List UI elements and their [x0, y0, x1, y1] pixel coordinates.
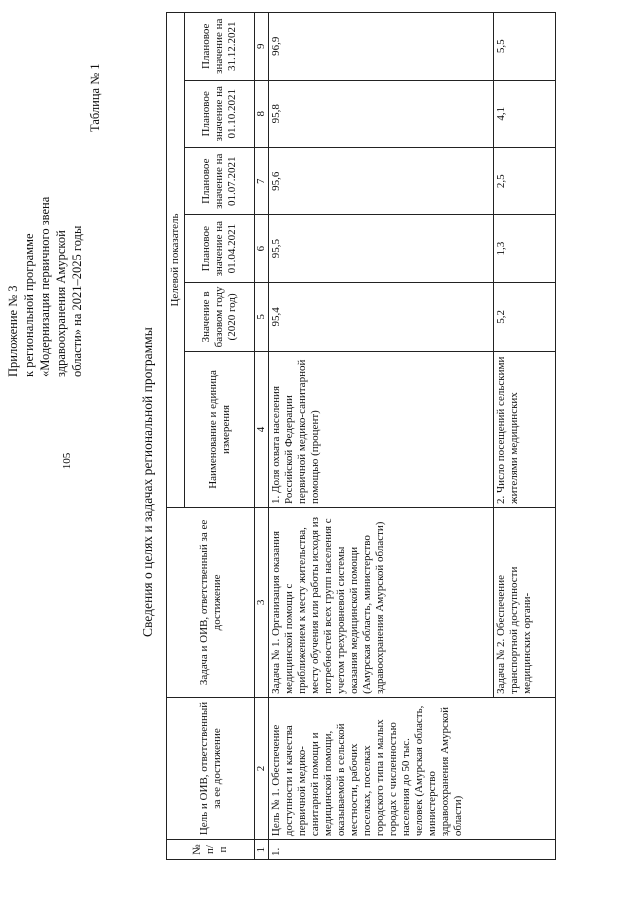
base-value: 95,4 — [269, 282, 494, 351]
appendix-line: здравоохранения Амурской — [54, 230, 68, 377]
q4-value: 5,5 — [494, 13, 556, 81]
header-goal: Цель и ОИВ, ответственный за ее достижение — [167, 697, 255, 839]
table-label: Таблица № 1 — [88, 63, 102, 132]
q1-value: 95,5 — [269, 215, 494, 282]
header-indicator: Наименование и единица измерения — [185, 351, 255, 507]
header-task: Задача и ОИВ, ответственный за ее достижение — [167, 507, 255, 697]
q1-value: 1,3 — [494, 215, 556, 282]
rotated-sheet — [0, 12, 590, 892]
appendix-line: «Модернизация первичного звена — [38, 196, 52, 377]
task-text: Задача № 2. Обеспечение транспортной доступности медицинских органи- — [495, 566, 533, 694]
goals-table — [166, 12, 556, 860]
appendix-header — [5, 47, 85, 377]
column-number: 2 — [255, 697, 269, 839]
header-q2: Плановое значение на 01.07.2021 — [185, 147, 255, 214]
column-number: 3 — [255, 507, 269, 697]
q2-value: 2,5 — [494, 147, 556, 214]
appendix-line: Приложение № 3 — [6, 285, 20, 377]
column-number: 7 — [255, 147, 269, 214]
q3-value: 4,1 — [494, 80, 556, 147]
goal-cell: Цель № 1. Обеспечение доступности и качества первичной медико-санитарной помощи и медицинской помощи, оказываемой в сельской местности, рабочих поселках, поселках городского типа и малых городах с численностью населения до 50 тыс. человек (Амурская область, министерство здравоохранения Амурской области) — [269, 697, 556, 839]
column-number: 5 — [255, 282, 269, 351]
column-numbers-row — [255, 13, 269, 860]
row-num: 1. — [269, 840, 556, 860]
column-number: 6 — [255, 215, 269, 282]
column-number: 1 — [255, 840, 269, 860]
header-num: № п/п — [167, 840, 255, 860]
base-value: 5,2 — [494, 282, 556, 351]
header-target-group: Целевой показатель — [167, 13, 185, 508]
indicator-text: 2. Число посещений сельскими жителями медицинских — [495, 356, 520, 504]
header-q1: Плановое значение на 01.04.2021 — [185, 215, 255, 282]
column-number: 8 — [255, 80, 269, 147]
q2-value: 95,6 — [269, 147, 494, 214]
section-title: Сведения о целях и задачах региональной программы — [140, 327, 155, 637]
header-base: Значение в базовом году (2020 год) — [185, 282, 255, 351]
indicator-cell: 1. Доля охвата населения Российской Федерации первичной медико-санитарной помощью (процент) — [269, 351, 494, 507]
appendix-line: области» на 2021–2025 годы — [70, 225, 84, 377]
indicator-cell — [494, 351, 556, 507]
header-q4: Плановое значение на 31.12.2021 — [185, 13, 255, 81]
table-row — [269, 13, 494, 860]
task-cell — [494, 507, 556, 697]
task-cell: Задача № 1. Организация оказания медицинской помощи с приближением к месту жительства, месту обучения или работы исходя из потребностей всех групп населения с учетом трехуровневой системы оказания медицинской помощи (Амурская область, министерство здравоохранения Амурской области) — [269, 507, 494, 697]
appendix-line: к региональной программе — [22, 233, 36, 377]
column-number: 4 — [255, 351, 269, 507]
q4-value: 96,9 — [269, 13, 494, 81]
column-number: 9 — [255, 13, 269, 81]
header-q3: Плановое значение на 01.10.2021 — [185, 80, 255, 147]
q3-value: 95,8 — [269, 80, 494, 147]
page-number: 105 — [61, 452, 73, 470]
